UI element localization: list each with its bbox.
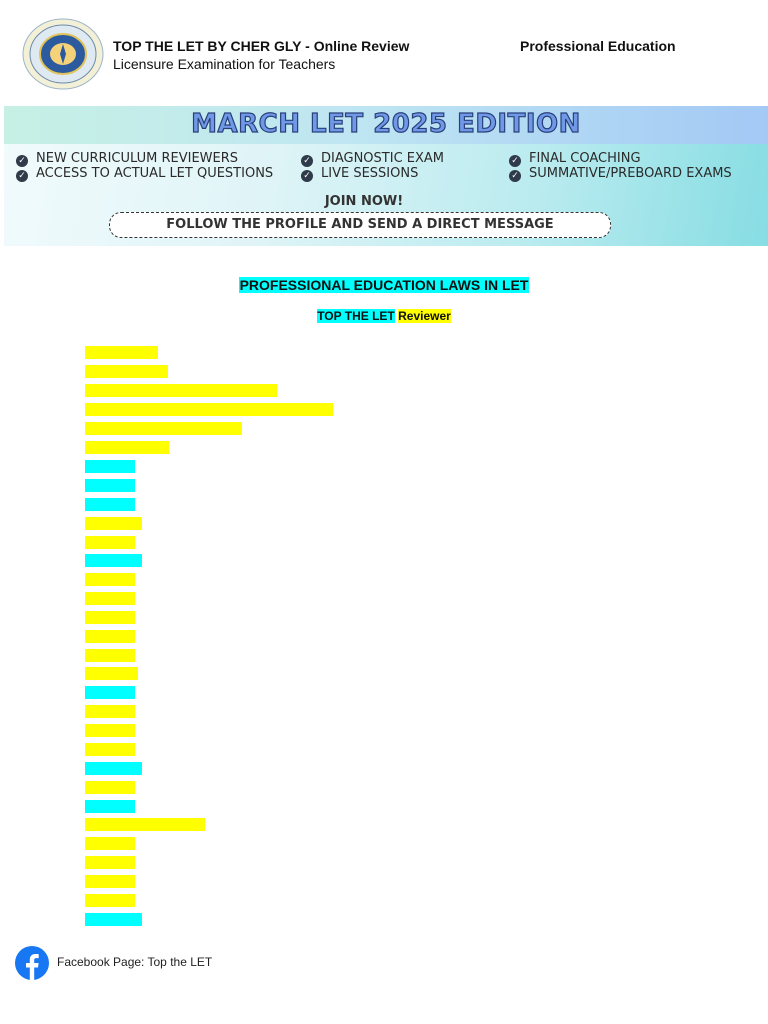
- redacted-line: [85, 517, 142, 530]
- review-center-logo: [22, 18, 104, 90]
- subtitle-reviewer: Reviewer: [398, 309, 451, 323]
- check-icon: ✓: [16, 155, 28, 167]
- document-header: [0, 0, 768, 100]
- redacted-line: [85, 875, 135, 888]
- redacted-line: [85, 781, 135, 794]
- redacted-line: [85, 724, 135, 737]
- redacted-line: [85, 479, 135, 492]
- facebook-page-link[interactable]: Facebook Page: Top the LET: [57, 955, 213, 969]
- facebook-icon[interactable]: [15, 946, 49, 980]
- redacted-line: [85, 441, 169, 454]
- redacted-line: [85, 365, 168, 378]
- redacted-line: [85, 573, 135, 586]
- feature-item: ✓ ACCESS TO ACTUAL LET QUESTIONS: [16, 166, 273, 182]
- redacted-line: [85, 837, 135, 850]
- check-icon: ✓: [509, 155, 521, 167]
- feature-item: ✓ NEW CURRICULUM REVIEWERS: [16, 151, 238, 167]
- check-icon: ✓: [301, 170, 313, 182]
- redacted-line: [85, 611, 135, 624]
- redacted-line: [85, 856, 135, 869]
- redacted-line: [85, 498, 135, 511]
- document-subtitle: [0, 309, 768, 323]
- redacted-line: [85, 554, 142, 567]
- feature-item: ✓ FINAL COACHING: [509, 151, 641, 167]
- promo-banner: [4, 106, 768, 246]
- redacted-line: [85, 762, 142, 775]
- join-now-text: JOIN NOW!: [324, 194, 404, 209]
- redacted-line: [85, 630, 135, 643]
- redacted-line: [85, 384, 277, 397]
- check-icon: ✓: [301, 155, 313, 167]
- redacted-line: [85, 649, 135, 662]
- feature-item: ✓ DIAGNOSTIC EXAM: [301, 151, 444, 167]
- redacted-line: [85, 818, 205, 831]
- redacted-line: [85, 705, 135, 718]
- redacted-line: [85, 667, 138, 680]
- redacted-line: [85, 403, 333, 416]
- header-subject: Professional Education: [520, 38, 676, 54]
- redacted-line: [85, 913, 142, 926]
- redacted-line: [85, 592, 135, 605]
- follow-message-box: FOLLOW THE PROFILE AND SEND A DIRECT MESSAGE: [109, 212, 611, 238]
- header-title: TOP THE LET BY CHER GLY - Online Review: [113, 38, 410, 54]
- document-title: PROFESSIONAL EDUCATION LAWS IN LET: [239, 277, 529, 293]
- redacted-line: [85, 800, 135, 813]
- redacted-line: [85, 536, 135, 549]
- subtitle-brand: TOP THE LET: [317, 309, 395, 323]
- feature-item: ✓ SUMMATIVE/PREBOARD EXAMS: [509, 166, 732, 182]
- banner-title: MARCH LET 2025 EDITION: [191, 109, 581, 139]
- check-icon: ✓: [16, 170, 28, 182]
- redacted-line: [85, 686, 135, 699]
- feature-item: ✓ LIVE SESSIONS: [301, 166, 418, 182]
- redacted-line: [85, 894, 135, 907]
- check-icon: ✓: [509, 170, 521, 182]
- redacted-line: [85, 743, 135, 756]
- header-subtitle: Licensure Examination for Teachers: [113, 56, 336, 72]
- redacted-line: [85, 346, 158, 359]
- redacted-line: [85, 422, 242, 435]
- redacted-line: [85, 460, 135, 473]
